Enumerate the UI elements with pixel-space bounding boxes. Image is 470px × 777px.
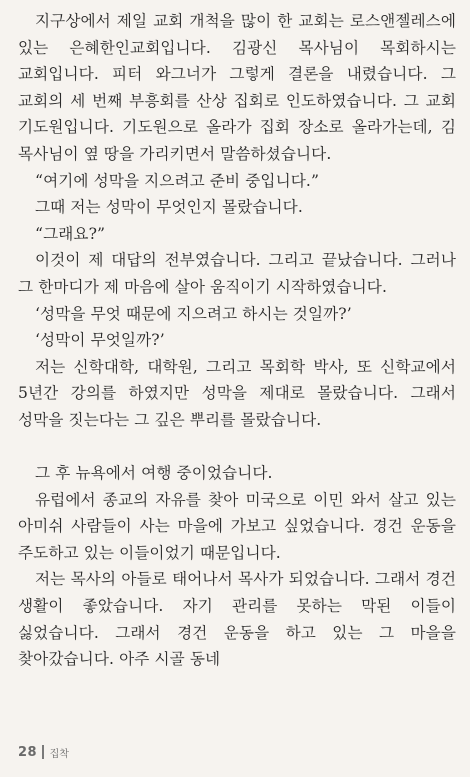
paragraph: 그 후 뉴욕에서 여행 중이었습니다. [35,464,273,483]
page-number: 28 [18,744,38,760]
paragraph: 지구상에서 제일 교회 개척을 많이 한 교회는 로스앤젤레스에 있는 은혜한인교회입니다. 김광신 목사님이 목회하시는 교회입니다. 피터 와그너가 그렇게 결론을 내렸습니다. 그 교회의 세 번째 부흥회를 산상 집회로 인도하였습니다. 그 교회 기도원입니다. 기도원으로 올라가 집회 장소로 올라가는데, 김 목사님이 옆 땅을 가리키면서 말씀하셨습니다. [18,12,456,163]
section-break [18,434,456,461]
paragraph: 유럽에서 종교의 자유를 찾아 미국으로 이민 와서 살고 있는 아미쉬 사람들이 사는 마을에 가보고 싶었습니다. 경건 운동을 주도하고 있는 이들이었기 때문입니다. [18,490,456,562]
paragraph-inner-thought: ‘성막을 무엇 때문에 지으려고 하시는 것일까?’ [35,304,352,323]
paragraph: 저는 목사의 아들로 태어나서 목사가 되었습니다. 그래서 경건 생활이 좋았습니다. 자기 관리를 못하는 막된 이들이 싫었습니다. 그래서 경건 운동을 하고 있는 그 마을을 찾아갔습니다. 아주 시골 동네 [18,570,456,669]
paragraph: 저는 신학대학, 대학원, 그리고 목회학 박사, 또 신학교에서 5년간 강의를 하였지만 성막을 제대로 몰랐습니다. 그래서 성막을 짓는다는 그 깊은 뿌리를 몰랐습니다. [18,357,456,429]
paragraph-quote: “여기에 성막을 지으려고 준비 중입니다.” [35,171,320,190]
paragraph: 그때 저는 성막이 무엇인지 몰랐습니다. [35,198,303,217]
footer-divider [42,745,44,759]
body-text [18,8,456,673]
running-title: 집착 [49,748,69,760]
page-footer [18,743,69,761]
paragraph-quote: “그래요?” [35,224,106,243]
paragraph: 이것이 제 대답의 전부였습니다. 그리고 끝났습니다. 그러나 그 한마디가 제 마음에 살아 움직이기 시작하였습니다. [18,251,456,296]
paragraph-inner-thought: ‘성막이 무엇일까?’ [35,331,165,350]
